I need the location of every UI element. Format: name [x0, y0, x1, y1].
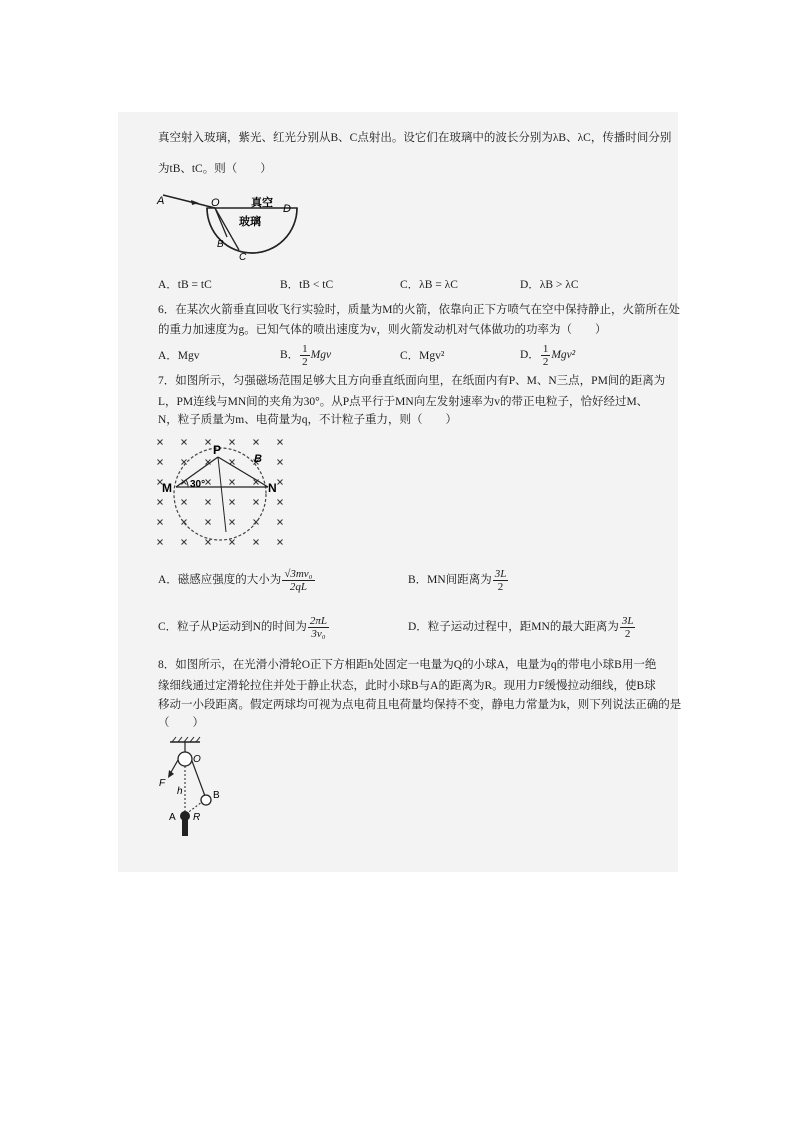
- q7-option-b-num: 3L: [494, 568, 507, 580]
- q7-option-b-fraction: [493, 568, 509, 593]
- q6-option-d-fraction: [541, 343, 551, 368]
- field-cross-mark: [254, 540, 259, 545]
- q5-text-line1: 真空射入玻璃，紫光、红光分别从B、C点射出。设它们在玻璃中的波长分别为λB、λC，传播时间分别: [158, 132, 672, 144]
- q5-label-C: C: [239, 252, 247, 263]
- q8-label-O: O: [193, 754, 201, 765]
- q7-option-a-den: 2qL: [289, 581, 307, 593]
- q6-option-b-fraction: [300, 343, 310, 368]
- field-cross-mark: [278, 440, 283, 445]
- field-cross-mark: [206, 540, 211, 545]
- field-cross-mark: [230, 480, 235, 485]
- q5-label-O: O: [211, 197, 220, 209]
- field-cross-mark: [158, 500, 163, 505]
- q7-label-P: P: [213, 443, 222, 457]
- q7-text-line2: L，PM连线与MN间的夹角为30°。从P点平行于MN向左发射速率为v的带正电粒子，恰好经过M、: [158, 396, 649, 408]
- q7-option-a-num: √3mv₀: [284, 568, 313, 580]
- field-cross-mark: [278, 540, 283, 545]
- q5-option-a: A．tB = tC: [158, 279, 212, 291]
- field-cross-mark: [158, 540, 163, 545]
- q6-option-b-den: 2: [302, 356, 308, 368]
- q8-pulley-figure: [155, 734, 235, 839]
- q6-option-d-expr: Mgv²: [551, 349, 576, 362]
- field-cross-mark: [182, 440, 187, 445]
- q6-option-d-label: D．: [520, 349, 540, 362]
- q7-option-a: [158, 568, 316, 593]
- field-cross-mark: [230, 520, 235, 525]
- field-cross-mark: [158, 460, 163, 465]
- q8-label-A: A: [169, 812, 176, 823]
- q5-option-c: C．λB = λC: [400, 279, 458, 291]
- q8-text-line1: 8．如图所示，在光滑小滑轮O正下方相距h处固定一电量为Q的小球A，电量为q的带电小球B用一绝: [158, 659, 657, 671]
- field-cross-mark: [206, 480, 211, 485]
- q7-option-c: [158, 615, 330, 640]
- field-cross-mark: [278, 480, 283, 485]
- q5-label-glass: 玻璃: [239, 216, 261, 228]
- field-cross-mark: [206, 440, 211, 445]
- q7-option-d: [408, 615, 636, 640]
- q7-option-c-num: 2πL: [309, 615, 328, 627]
- field-cross-mark: [182, 500, 187, 505]
- q7-option-a-label: A．磁感应强度的大小为: [158, 574, 282, 587]
- q8-label-F: F: [159, 778, 166, 789]
- q7-option-c-den: 3v₀: [311, 628, 326, 640]
- q7-option-d-label: D．粒子运动过程中，距MN的最大距离为: [408, 621, 619, 634]
- q7-option-b: [408, 568, 509, 593]
- q7-label-angle: 30°: [190, 479, 206, 490]
- field-cross-mark: [278, 520, 283, 525]
- q6-option-b-num: 1: [302, 343, 308, 355]
- q8-label-R: R: [193, 812, 201, 823]
- q7-option-b-den: 2: [497, 581, 504, 593]
- q7-text-line1: 7．如图所示，匀强磁场范围足够大且方向垂直纸面向里，在纸面内有P、M、N三点，PM间的距离为: [158, 375, 666, 387]
- field-cross-mark: [206, 500, 211, 505]
- q6-option-b-expr: Mgv: [310, 349, 332, 362]
- q5-option-d: D．λB > λC: [520, 279, 579, 291]
- q5-label-A: A: [157, 195, 165, 207]
- field-cross-mark: [206, 520, 211, 525]
- q8-text-line3: 移动一小段距离。假定两球均可视为点电荷且电荷量均保持不变，静电力常量为k，则下列说法正确的是: [158, 699, 682, 711]
- q8-label-B: B: [213, 790, 220, 801]
- q8-text-line4: （ ）: [158, 717, 204, 729]
- q6-text-line1: 6．在某次火箭垂直回收飞行实验时，质量为M的火箭，依靠向正下方喷气在空中保持静止，火箭所在处: [158, 304, 680, 316]
- q6-option-d: [520, 343, 575, 368]
- q7-magnetic-field-figure: [150, 432, 290, 552]
- q7-label-B: B: [254, 453, 262, 465]
- q5-label-D: D: [283, 203, 291, 215]
- q6-text-line2: 的重力加速度为g。已知气体的喷出速度为v，则火箭发动机对气体做功的功率为（ ）: [158, 324, 607, 336]
- q7-option-d-den: 2: [624, 628, 631, 640]
- q5-prism-figure: [155, 190, 305, 265]
- q6-option-b-label: B．: [280, 349, 300, 362]
- q7-option-b-label: B．MN间距离为: [408, 574, 492, 587]
- q5-option-b: B．tB < tC: [280, 279, 334, 291]
- field-cross-mark: [158, 520, 163, 525]
- q6-option-c: C．Mgv²: [400, 350, 445, 362]
- q7-option-d-num: 3L: [621, 615, 634, 627]
- q5-text-line2: 为tB、tC。则（ ）: [158, 163, 272, 175]
- field-cross-mark: [230, 440, 235, 445]
- q7-text-line3: N，粒子质量为m、电荷量为q，不计粒子重力，则（ ）: [158, 414, 457, 426]
- q5-label-vacuum: 真空: [251, 197, 273, 209]
- q7-option-c-label: C．粒子从P运动到N的时间为: [158, 621, 307, 634]
- q7-option-d-fraction: [620, 615, 636, 640]
- q6-option-a: A．Mgv: [158, 350, 200, 362]
- field-cross-mark: [254, 500, 259, 505]
- q6-option-d-den: 2: [542, 356, 549, 368]
- q8-label-h: h: [177, 786, 183, 797]
- q7-option-c-fraction: [308, 615, 329, 640]
- field-cross-mark: [230, 500, 235, 505]
- field-cross-mark: [278, 460, 283, 465]
- q8-text-line2: 缘细线通过定滑轮拉住并处于静止状态，此时小球B与A的距离为R。现用力F缓慢拉动细线，使B球: [158, 680, 656, 692]
- field-cross-mark: [254, 440, 259, 445]
- q6-option-d-num: 1: [542, 343, 549, 355]
- q7-label-M: M: [162, 481, 172, 495]
- q7-option-a-fraction: [282, 568, 314, 593]
- field-cross-mark: [230, 540, 235, 545]
- field-cross-mark: [158, 440, 163, 445]
- field-cross-mark: [182, 540, 187, 545]
- q7-label-N: N: [268, 481, 277, 495]
- field-cross-mark: [278, 500, 283, 505]
- q6-option-b: [280, 343, 331, 368]
- q5-label-B: B: [217, 239, 224, 250]
